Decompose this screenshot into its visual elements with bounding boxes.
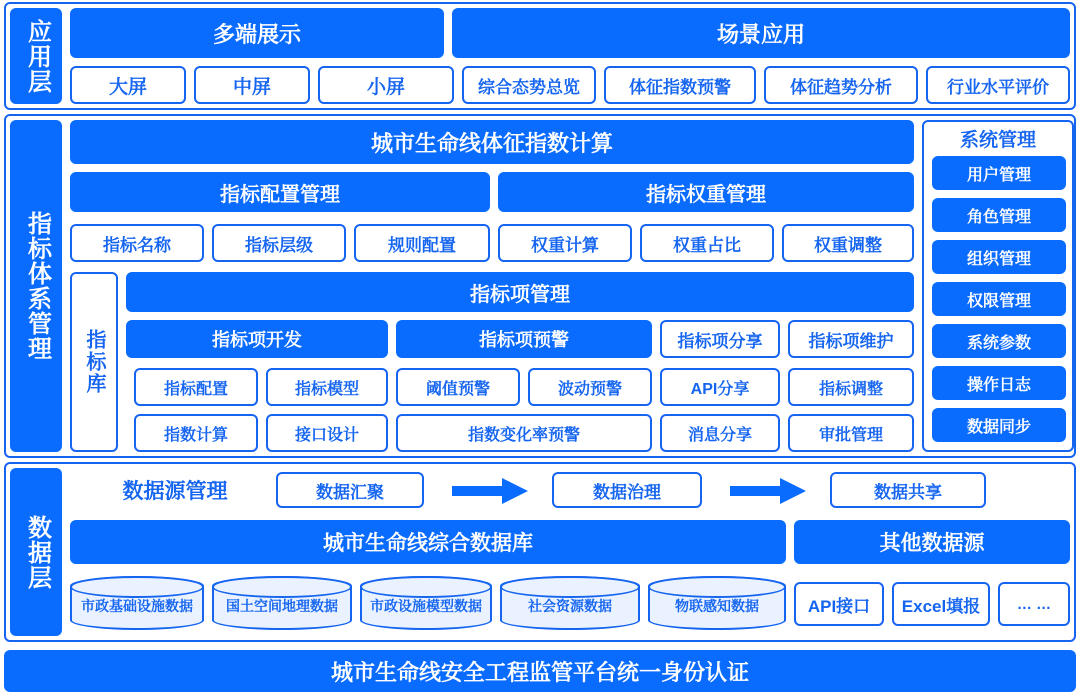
- indicator-item-change-rate-alert[interactable]: 指数变化率预警: [396, 414, 652, 452]
- indicator-weight-header[interactable]: 指标权重管理: [498, 172, 914, 212]
- system-item-permission-management[interactable]: 权限管理: [932, 282, 1066, 316]
- app-item-index-alert[interactable]: 体征指数预警: [604, 66, 756, 104]
- indicator-item-interface-design[interactable]: 接口设计: [266, 414, 388, 452]
- database-label: 国土空间地理数据: [226, 598, 338, 614]
- indicator-weight-ratio[interactable]: 权重占比: [640, 224, 774, 262]
- system-management-title: 系统管理: [959, 129, 1036, 151]
- footer-auth-banner[interactable]: 城市生命线安全工程监管平台统一身份认证: [4, 650, 1076, 692]
- database-facility-model[interactable]: [360, 576, 492, 630]
- data-flow-sharing[interactable]: 数据共享: [830, 472, 986, 508]
- layer-label-indicator: 指标体系管理: [10, 120, 62, 452]
- indicator-item-config[interactable]: 指标配置: [134, 368, 258, 406]
- indicator-config-level[interactable]: 指标层级: [212, 224, 346, 262]
- indicator-item-approval[interactable]: 审批管理: [788, 414, 914, 452]
- indicator-config-header[interactable]: 指标配置管理: [70, 172, 490, 212]
- database-social-resource[interactable]: [500, 576, 640, 630]
- indicator-item-share[interactable]: 指标项分享: [660, 320, 780, 358]
- database-label: 市政设施模型数据: [370, 598, 482, 614]
- layer-label-application: 应用层: [10, 8, 62, 104]
- database-label: 社会资源数据: [528, 598, 612, 614]
- system-item-org-management[interactable]: 组织管理: [932, 240, 1066, 274]
- indicator-item-threshold-alert[interactable]: 阈值预警: [396, 368, 520, 406]
- data-other-source-header[interactable]: 其他数据源: [794, 520, 1070, 564]
- indicator-item-management-title[interactable]: 指标项管理: [126, 272, 914, 312]
- app-item-small-screen[interactable]: 小屏: [318, 66, 454, 104]
- indicator-item-alert[interactable]: 指标项预警: [396, 320, 652, 358]
- flow-arrow-1: [452, 478, 528, 504]
- data-flow-aggregation[interactable]: 数据汇聚: [276, 472, 424, 508]
- indicator-title[interactable]: 城市生命线体征指数计算: [70, 120, 914, 164]
- system-item-user-management[interactable]: 用户管理: [932, 156, 1066, 190]
- app-item-large-screen[interactable]: 大屏: [70, 66, 186, 104]
- other-source-api[interactable]: API接口: [794, 582, 884, 626]
- data-db-header[interactable]: 城市生命线综合数据库: [70, 520, 786, 564]
- app-item-medium-screen[interactable]: 中屏: [194, 66, 310, 104]
- app-item-industry-evaluation[interactable]: 行业水平评价: [926, 66, 1070, 104]
- indicator-item-development[interactable]: 指标项开发: [126, 320, 388, 358]
- database-iot-sensing[interactable]: [648, 576, 786, 630]
- indicator-weight-adjust[interactable]: 权重调整: [782, 224, 914, 262]
- app-header-scenario[interactable]: 场景应用: [452, 8, 1070, 58]
- indicator-item-adjust[interactable]: 指标调整: [788, 368, 914, 406]
- system-item-system-params[interactable]: 系统参数: [932, 324, 1066, 358]
- indicator-item-message-share[interactable]: 消息分享: [660, 414, 780, 452]
- other-source-excel[interactable]: Excel填报: [892, 582, 990, 626]
- layer-label-data: 数据层: [10, 468, 62, 636]
- indicator-item-index-calc[interactable]: 指数计算: [134, 414, 258, 452]
- indicator-config-rule[interactable]: 规则配置: [354, 224, 490, 262]
- database-municipal-infrastructure[interactable]: [70, 576, 204, 630]
- indicator-item-api-share[interactable]: API分享: [660, 368, 780, 406]
- indicator-library[interactable]: [70, 272, 118, 452]
- indicator-weight-calc[interactable]: 权重计算: [498, 224, 632, 262]
- indicator-config-name[interactable]: 指标名称: [70, 224, 204, 262]
- system-item-role-management[interactable]: 角色管理: [932, 198, 1066, 232]
- database-label: 市政基础设施数据: [81, 598, 193, 614]
- other-source-more[interactable]: … …: [998, 582, 1070, 626]
- indicator-library-label: 指标库: [83, 329, 105, 395]
- indicator-item-fluctuation-alert[interactable]: 波动预警: [528, 368, 652, 406]
- indicator-item-model[interactable]: 指标模型: [266, 368, 388, 406]
- database-label: 物联感知数据: [675, 598, 759, 614]
- indicator-item-maintenance[interactable]: 指标项维护: [788, 320, 914, 358]
- data-source-management-label: 数据源管理: [122, 480, 228, 503]
- app-item-situation-overview[interactable]: 综合态势总览: [462, 66, 596, 104]
- database-land-geography[interactable]: [212, 576, 352, 630]
- system-item-data-sync[interactable]: 数据同步: [932, 408, 1066, 442]
- data-flow-governance[interactable]: 数据治理: [552, 472, 702, 508]
- flow-arrow-2: [730, 478, 806, 504]
- app-header-multi-terminal[interactable]: 多端展示: [70, 8, 444, 58]
- system-item-operation-log[interactable]: 操作日志: [932, 366, 1066, 400]
- app-item-trend-analysis[interactable]: 体征趋势分析: [764, 66, 918, 104]
